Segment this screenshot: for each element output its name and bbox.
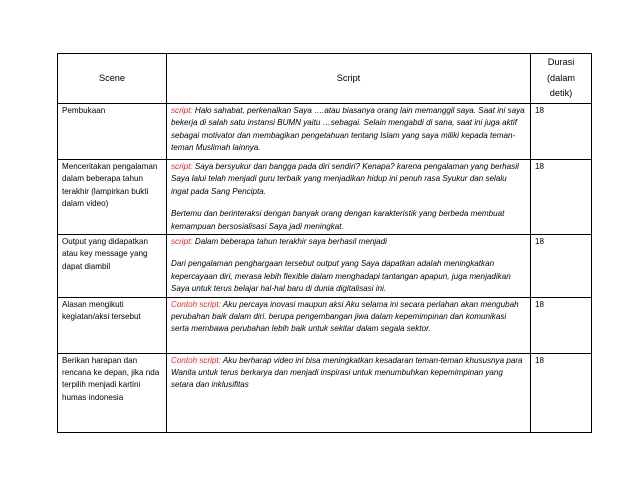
script-label: script: bbox=[171, 237, 193, 247]
header-script: Script bbox=[167, 54, 531, 104]
script-cell bbox=[167, 104, 531, 160]
script-label: Contoh script: bbox=[171, 299, 221, 309]
duration-cell: 18 bbox=[531, 297, 592, 353]
script-text: Halo sahabat, perkenalkan Saya ….atau biasanya orang lain memanggil saya. Saat ini saya bekerja di salah satu instansi BUMN yaitu …sebagai. Selain mengabdi di sana, saat ini juga aktif sebagai motivator dan membagikan pengetahuan tentang Islam yang saya miliki kepada teman-teman Muslimah lainnya. bbox=[171, 106, 525, 153]
script-cell bbox=[167, 353, 531, 432]
header-row bbox=[58, 54, 592, 104]
table-row bbox=[58, 235, 592, 298]
script-cell bbox=[167, 297, 531, 353]
header-duration: Durasi (dalam detik) bbox=[531, 54, 592, 104]
header-scene: Scene bbox=[58, 54, 167, 104]
scene-cell: Berikan harapan dan rencana ke depan, jika nda terpilih menjadi kartini humas indonesia bbox=[58, 353, 167, 432]
scene-cell: Menceritakan pengalaman dalam beberapa tahun terakhir (lampirkan bukti dalam video) bbox=[58, 160, 167, 235]
script-text-2: Dari pengalaman penghargaan tersebut output yang Saya dapatkan adalah meningkatkan kepercayaan diri, merasa lebih flexible dalam menghadapi tantangan apapun, juga menjadikan Saya untuk terus belajar hal-hal baru di dunia digitalisasi ini. bbox=[171, 259, 511, 294]
script-label: script: bbox=[171, 162, 193, 171]
script-text: Dalam beberapa tahun terakhir saya berhasil menjadi bbox=[194, 237, 387, 247]
script-text-2: Bertemu dan berinteraksi dengan banyak orang dengan karakteristik yang berbeda membuat kemampuan bersosialisasi Saya jadi meningkat. bbox=[171, 209, 505, 231]
script-text: Saya bersyukur dan bangga pada diri sendiri? Kenapa? karena pengalaman yang berhasil Saya lalui telah menjadi guru terbaik yang menjadikan hidup ini penuh rasa Syukur dan selalu ingat pada Sang Pencipta. bbox=[171, 162, 519, 196]
table-row bbox=[58, 353, 592, 432]
script-cell bbox=[167, 235, 531, 298]
table-row bbox=[58, 297, 592, 353]
script-cell bbox=[167, 160, 531, 235]
script-table bbox=[57, 53, 592, 433]
table-row bbox=[58, 160, 592, 235]
duration-cell: 18 bbox=[531, 235, 592, 298]
table-row bbox=[58, 104, 592, 160]
duration-cell: 18 bbox=[531, 104, 592, 160]
script-text: Aku percaya inovasi maupun aksi Aku selama ini secara perlahan akan mengubah perubahan baik dalam diri. berupa pengembangan jiwa dalam kepemimpinan dan komunikasi serta membawa perubahan lebih baik untuk sekitar dalam segala sektor. bbox=[171, 299, 519, 334]
scene-cell: Pembukaan bbox=[58, 104, 167, 160]
script-text: Aku berharap video ini bisa meningkatkan kesadaran teman-teman khususnya para Wanita untuk terus berkarya dan menjadi inspirasi untuk menumbuhkan kepemimpinan yang setara dan inklusifitas bbox=[171, 355, 523, 390]
duration-cell: 18 bbox=[531, 160, 592, 235]
scene-cell: Output yang didapatkan atau key message yang dapat diambil bbox=[58, 235, 167, 298]
scene-cell: Alasan mengikuti kegiatan/aksi tersebut bbox=[58, 297, 167, 353]
script-label: Contoh script: bbox=[171, 355, 221, 365]
script-label: script: bbox=[171, 106, 193, 115]
duration-cell: 18 bbox=[531, 353, 592, 432]
